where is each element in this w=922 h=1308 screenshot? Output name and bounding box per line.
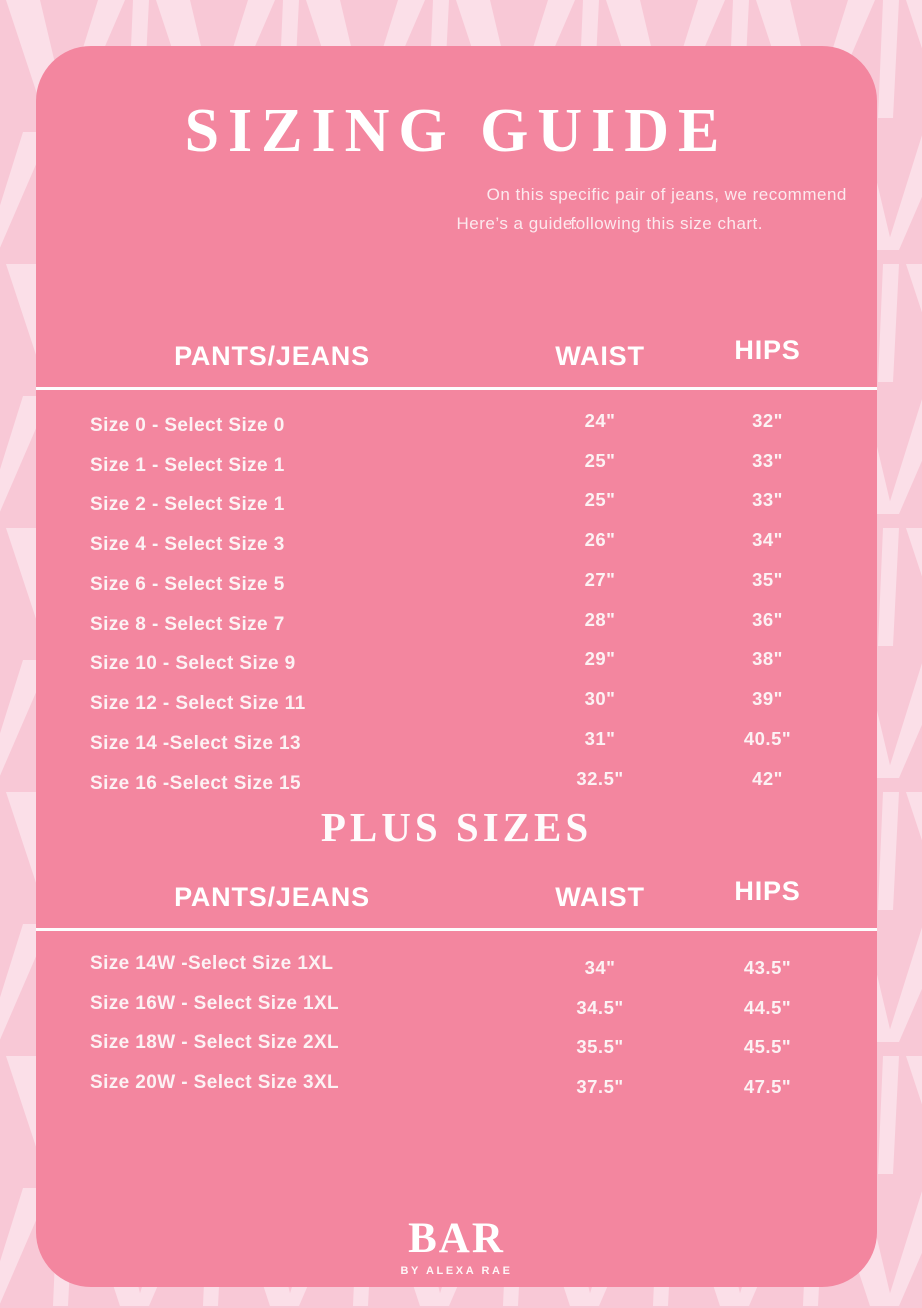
hips-value: 35" [752,568,783,590]
size-label: Size 12 - Select Size 11 [90,693,306,715]
brand-logo [36,1214,877,1286]
table-row [36,1024,877,1064]
hips-value: 43.5" [743,956,792,978]
column-header-hips: HIPS [734,334,801,365]
table-row [36,525,877,565]
size-label: Size 20W - Select Size 3XL [90,1072,340,1094]
table-row [36,565,877,605]
waist-value: 34.5" [576,996,624,1018]
size-label: Size 2 - Select Size 1 [90,494,285,516]
hips-value: 33" [752,449,783,471]
table-row [36,764,877,804]
table-row [36,724,877,764]
size-label: Size 14 -Select Size 13 [90,732,301,754]
table-row [36,406,877,446]
brand-logo-byline: BY ALEXA RAE [400,1265,513,1277]
hips-value: 42" [752,767,783,789]
waist-value: 24" [584,409,616,431]
regular-table-rows [36,406,877,804]
hips-value: 36" [752,608,783,630]
header-divider-line [36,387,877,390]
table-row [36,984,877,1024]
hips-value: 34" [752,529,783,551]
table-row [36,944,877,984]
waist-value: 29" [584,648,616,670]
hips-value: 39" [752,688,783,710]
plus-table-rows [36,944,877,1103]
hips-value: 47.5" [743,1076,792,1098]
waist-value: 27" [584,568,616,590]
waist-value: 28" [584,608,616,630]
table-row [36,684,877,724]
hips-value: 32" [752,409,783,431]
table-row [36,446,877,486]
table-row [36,645,877,685]
table-row [36,486,877,526]
waist-value: 37.5" [576,1076,624,1098]
waist-value: 26" [584,529,616,551]
subtitle-line-1: On this specific pair of jeans, we recommend following this size chart. [486,185,847,233]
waist-value: 25" [584,449,616,471]
waist-value: 34" [584,956,616,978]
column-header-hips: HIPS [734,875,801,906]
waist-value: 35.5" [576,1036,624,1058]
size-label: Size 4 - Select Size 3 [90,534,285,556]
table-row [36,605,877,645]
column-header-waist: WAIST [555,340,645,371]
waist-value: 25" [584,489,616,511]
brand-logo-text: BAR [408,1215,505,1262]
hips-value: 38" [752,648,783,670]
regular-table-header [36,331,877,381]
size-label: Size 18W - Select Size 2XL [90,1032,340,1054]
size-label: Size 16 -Select Size 15 [90,772,301,794]
size-label: Size 16W - Select Size 1XL [90,992,340,1014]
size-label: Size 0 - Select Size 0 [90,414,285,436]
waist-value: 31" [584,727,616,749]
hips-value: 33" [752,489,783,511]
column-header-waist: WAIST [555,881,645,912]
waist-value: 30" [584,688,616,710]
subtitle [36,180,877,233]
hips-value: 45.5" [743,1036,792,1058]
page-title: SIZING GUIDE [184,97,729,165]
header-divider-line [36,928,877,931]
hips-value: 44.5" [743,996,792,1018]
waist-value: 32.5" [576,767,624,789]
column-header-pants-jeans: PANTS/JEANS [174,881,370,912]
column-header-pants-jeans: PANTS/JEANS [174,340,370,371]
plus-sizes-heading: PLUS SIZES [320,804,593,850]
size-label: Size 14W -Select Size 1XL [90,952,334,974]
size-label: Size 1 - Select Size 1 [90,454,285,476]
plus-table-header [36,872,877,922]
table-row [36,1063,877,1103]
hips-value: 40.5" [743,727,792,749]
sizing-guide-card [36,46,877,1287]
size-label: Size 10 - Select Size 9 [90,653,296,675]
size-label: Size 8 - Select Size 7 [90,613,285,635]
size-label: Size 6 - Select Size 5 [90,573,285,595]
subtitle-line-2: Here’s a guide: [456,214,579,233]
